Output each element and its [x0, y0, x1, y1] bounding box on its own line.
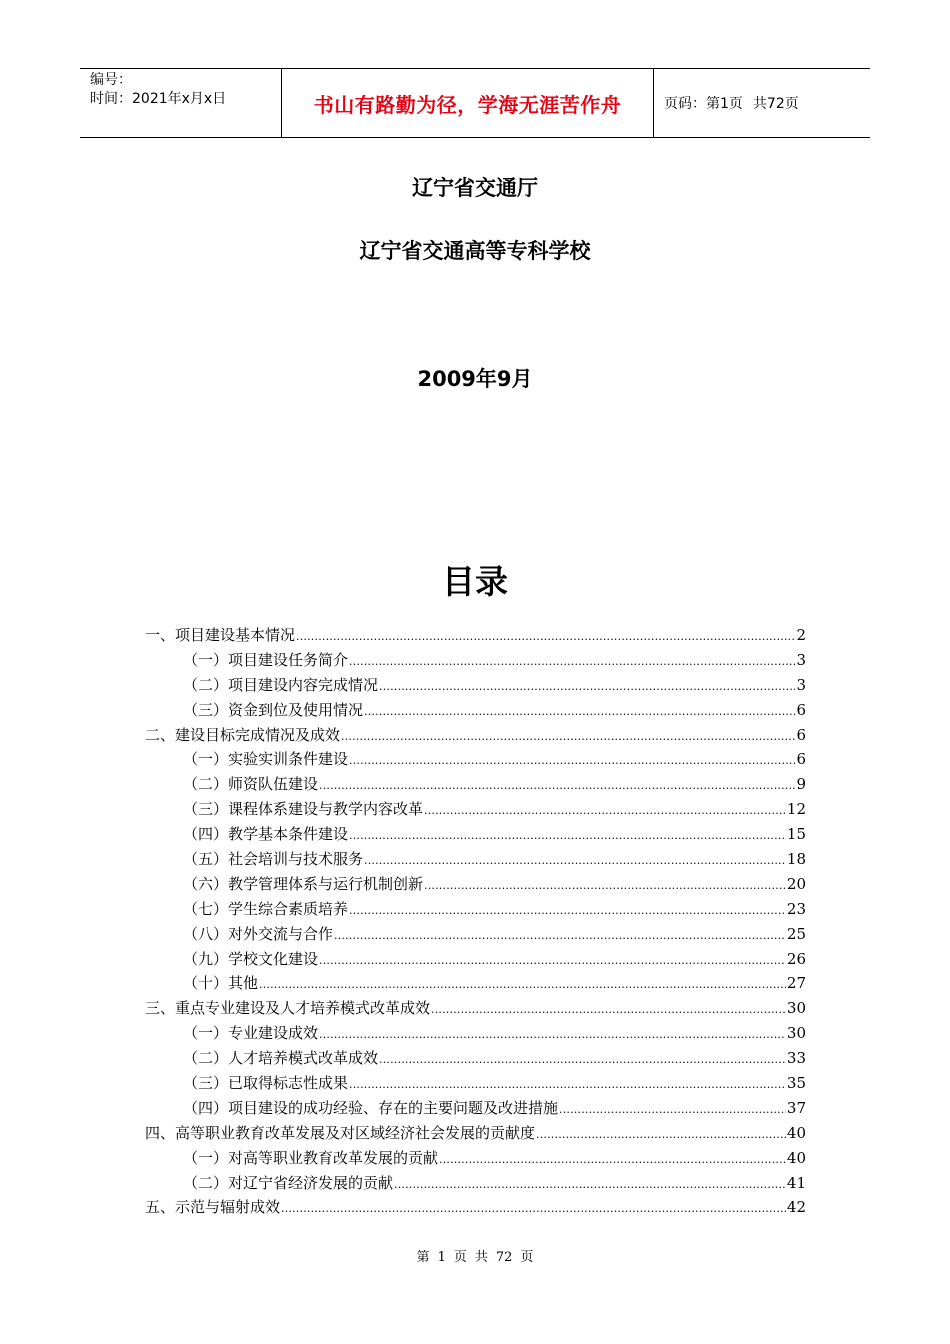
page-label: 页码：第1页: [664, 96, 743, 112]
footer-ye-2: 页: [520, 1250, 534, 1265]
toc-entry[interactable]: [145, 847, 806, 872]
toc-leader-dots: [349, 650, 795, 675]
toc-leader-dots: [424, 874, 786, 899]
footer-total: 72: [495, 1250, 513, 1265]
toc-entry-label: （一）对高等职业教育改革发展的贡献: [183, 1148, 439, 1167]
toc-leader-dots: [349, 749, 795, 774]
org-title-1: 辽宁省交通厅: [412, 176, 538, 200]
toc-leader-dots: [364, 700, 795, 725]
toc-entry-page: 6: [796, 700, 806, 719]
toc-entry[interactable]: [145, 1046, 806, 1071]
toc-entry[interactable]: [145, 1021, 806, 1046]
toc-entry-label: （一）项目建设任务简介: [183, 650, 349, 669]
toc-leader-dots: [559, 1098, 786, 1123]
toc-entry-page: 30: [786, 1024, 806, 1043]
toc-leader-dots: [341, 725, 795, 750]
toc-leader-dots: [394, 1173, 786, 1198]
toc-entry-label: （二）对辽宁省经济发展的贡献: [183, 1173, 394, 1192]
toc-leader-dots: [536, 1123, 786, 1148]
toc-entry-label: （四）教学基本条件建设: [183, 825, 349, 844]
header-page-cell: [654, 69, 870, 137]
toc-leader-dots: [379, 1048, 786, 1073]
toc-leader-dots: [319, 774, 795, 799]
header-motto-cell: [282, 69, 654, 137]
toc-entry-label: （二）项目建设内容完成情况: [183, 675, 379, 694]
toc-leader-dots: [334, 924, 786, 949]
toc-entry[interactable]: [145, 947, 806, 972]
toc-entry-label: 四、高等职业教育改革发展及对区域经济社会发展的贡献度: [145, 1123, 536, 1142]
footer-di: 第: [416, 1250, 430, 1265]
org-title-2: 辽宁省交通高等专科学校: [359, 239, 591, 263]
toc-entry-page: 25: [786, 924, 806, 943]
toc-entry-label: （二）人才培养模式改革成效: [183, 1049, 379, 1068]
toc-entry[interactable]: [145, 1121, 806, 1146]
toc-entry[interactable]: [145, 996, 806, 1021]
toc-entry-page: 30: [786, 999, 806, 1018]
toc-entry-label: 二、建设目标完成情况及成效: [145, 725, 341, 744]
toc-entry-page: 40: [786, 1148, 806, 1167]
toc-entry[interactable]: [145, 698, 806, 723]
toc-entry-label: （五）社会培训与技术服务: [183, 850, 364, 869]
toc-entry[interactable]: [145, 1171, 806, 1196]
toc-entry[interactable]: [145, 772, 806, 797]
toc-entry-label: （二）师资队伍建设: [183, 775, 319, 794]
toc-entry-page: 9: [796, 775, 806, 794]
toc-leader-dots: [349, 1073, 786, 1098]
toc-entry-page: 33: [786, 1049, 806, 1068]
toc-entry-label: （十）其他: [183, 974, 259, 993]
toc-leader-dots: [424, 799, 786, 824]
toc-entry-page: 35: [786, 1074, 806, 1093]
toc-entry[interactable]: [145, 723, 806, 748]
toc-entry-label: 三、重点专业建设及人才培养模式改革成效: [145, 999, 431, 1018]
toc-entry[interactable]: [145, 872, 806, 897]
toc-entry[interactable]: [145, 1146, 806, 1171]
toc-leader-dots: [319, 1023, 786, 1048]
code-label: 编号：: [90, 72, 132, 88]
toc-entry-label: （八）对外交流与合作: [183, 924, 334, 943]
toc-entry-label: （三）已取得标志性成果: [183, 1074, 349, 1093]
toc-entry-page: 40: [786, 1123, 806, 1142]
toc-entry-page: 15: [786, 825, 806, 844]
toc-leader-dots: [349, 899, 786, 924]
toc-entry[interactable]: [145, 822, 806, 847]
table-of-contents: [145, 623, 806, 1220]
toc-leader-dots: [349, 824, 786, 849]
toc-entry[interactable]: [145, 971, 806, 996]
toc-entry-page: 20: [786, 874, 806, 893]
toc-entry-label: （六）教学管理体系与运行机制创新: [183, 874, 424, 893]
toc-leader-dots: [431, 998, 786, 1023]
toc-entry[interactable]: [145, 797, 806, 822]
toc-entry[interactable]: [145, 623, 806, 648]
report-date: 2009年9月: [417, 367, 533, 391]
toc-entry-page: 18: [786, 850, 806, 869]
motto-text: 书山有路勤为径，学海无涯苦作舟: [313, 92, 622, 117]
footer-ye: 页: [453, 1250, 467, 1265]
toc-leader-dots: [259, 973, 786, 998]
toc-leader-dots: [439, 1148, 786, 1173]
toc-entry-page: 3: [796, 650, 806, 669]
toc-entry-label: 五、示范与辐射成效: [145, 1198, 281, 1217]
toc-entry-page: 41: [786, 1173, 806, 1192]
header-meta-cell: [80, 69, 282, 137]
toc-entry-label: （一）实验实训条件建设: [183, 750, 349, 769]
toc-entry[interactable]: [145, 897, 806, 922]
toc-leader-dots: [319, 949, 786, 974]
toc-entry[interactable]: [145, 1195, 806, 1220]
toc-entry-label: 一、项目建设基本情况: [145, 626, 296, 644]
toc-entry-label: （七）学生综合素质培养: [183, 899, 349, 918]
toc-entry-page: 3: [796, 675, 806, 694]
time-label: 时间：2021年x月x日: [90, 91, 227, 107]
toc-entry-label: （三）课程体系建设与教学内容改革: [183, 800, 424, 819]
toc-leader-dots: [364, 849, 786, 874]
toc-entry-page: 2: [796, 626, 806, 644]
toc-leader-dots: [296, 625, 795, 650]
toc-entry[interactable]: [145, 673, 806, 698]
toc-leader-dots: [281, 1197, 786, 1222]
toc-entry-page: 37: [786, 1098, 806, 1117]
toc-entry-label: （一）专业建设成效: [183, 1024, 319, 1043]
total-pages-label: 共72页: [752, 96, 799, 112]
toc-entry-label: （三）资金到位及使用情况: [183, 700, 364, 719]
toc-entry[interactable]: [145, 1096, 806, 1121]
toc-entry-page: 12: [786, 800, 806, 819]
toc-entry-page: 23: [786, 899, 806, 918]
page-footer: [0, 1246, 950, 1265]
toc-entry-page: 27: [786, 974, 806, 993]
toc-entry-page: 26: [786, 949, 806, 968]
toc-entry-page: 42: [786, 1198, 806, 1217]
footer-page-number: 1: [437, 1250, 446, 1265]
toc-entry[interactable]: [145, 1071, 806, 1096]
toc-leader-dots: [379, 675, 795, 700]
toc-entry[interactable]: [145, 922, 806, 947]
footer-gong: 共: [474, 1250, 488, 1265]
toc-entry-page: 6: [796, 750, 806, 769]
toc-entry-label: （四）项目建设的成功经验、存在的主要问题及改进措施: [183, 1098, 559, 1117]
toc-entry[interactable]: [145, 648, 806, 673]
toc-entry-label: （九）学校文化建设: [183, 949, 319, 968]
toc-entry-page: 6: [796, 725, 806, 744]
toc-heading: 目录: [442, 562, 508, 601]
toc-entry[interactable]: [145, 747, 806, 772]
document-header: [80, 68, 870, 138]
